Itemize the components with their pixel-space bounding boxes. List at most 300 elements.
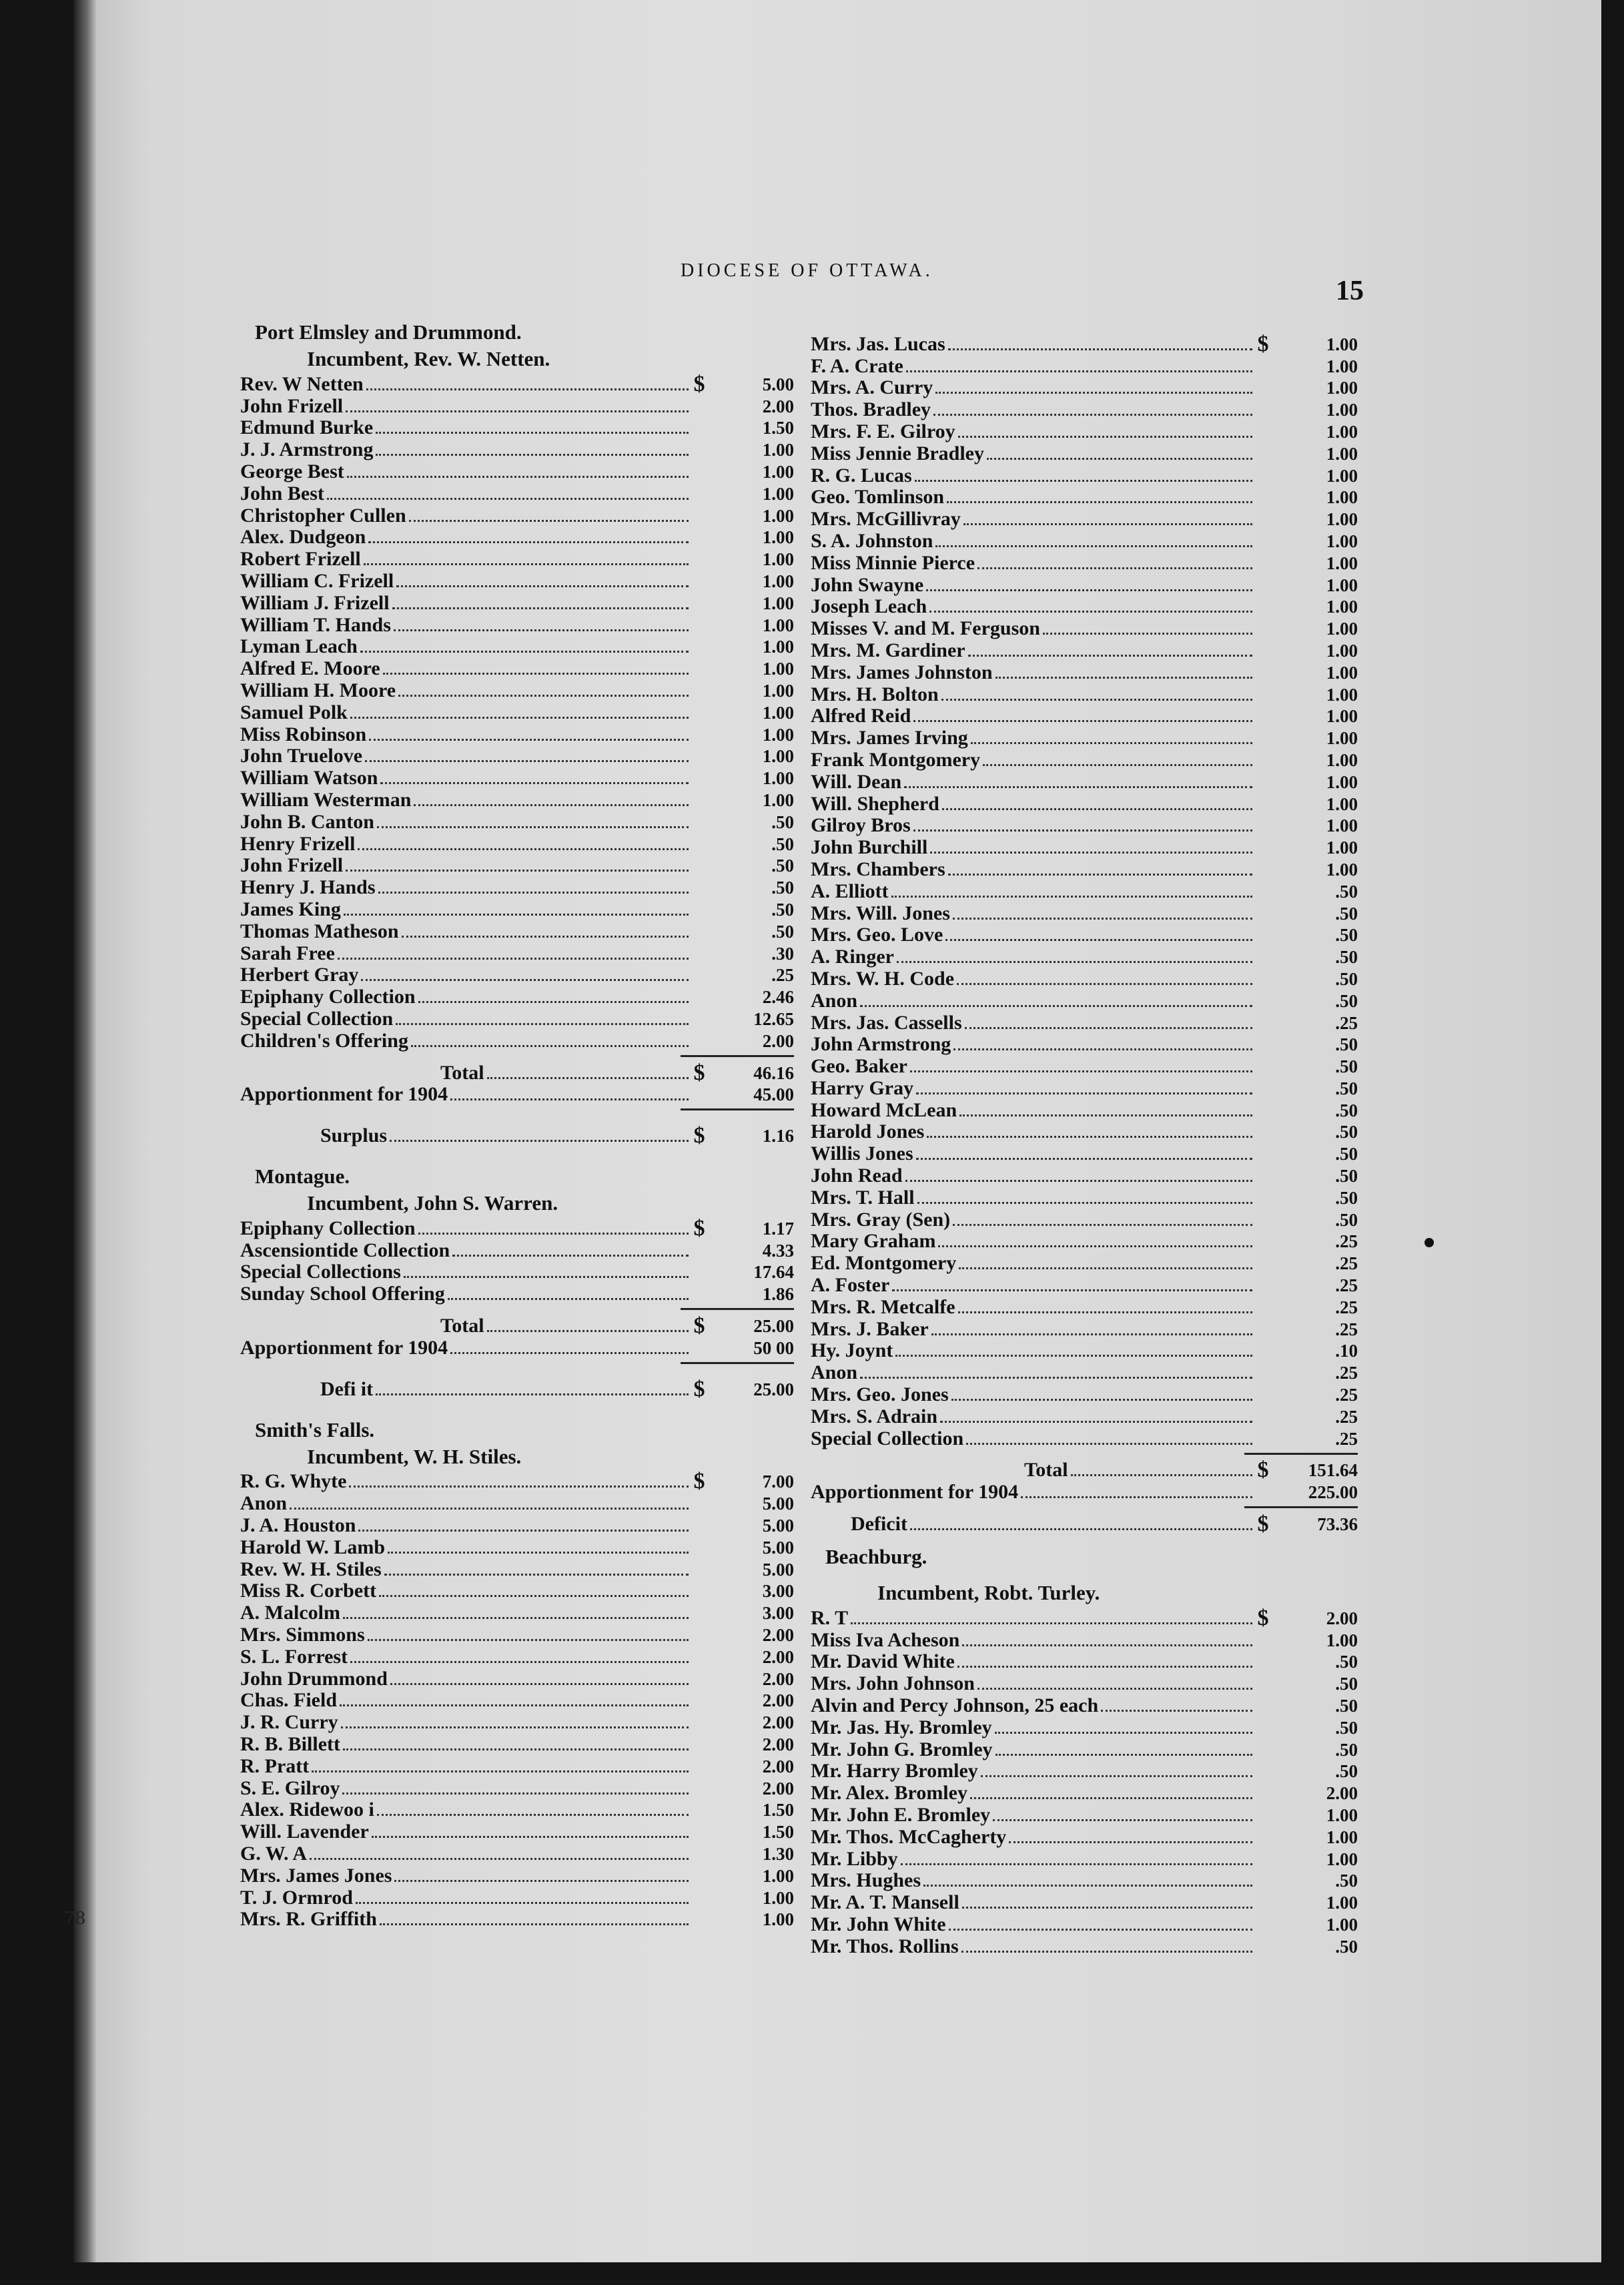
entry-amount: .50 bbox=[1335, 1674, 1358, 1694]
dot-leader bbox=[365, 760, 689, 762]
section-title: Beachburg. bbox=[825, 1545, 927, 1569]
entry-row bbox=[811, 1405, 1358, 1427]
entry-row bbox=[240, 1754, 794, 1776]
entry-row bbox=[811, 1628, 1358, 1650]
entry-row bbox=[240, 1217, 794, 1239]
currency-sign: $ bbox=[693, 371, 705, 396]
dot-leader bbox=[342, 1792, 689, 1794]
entry-amount: .50 bbox=[1335, 1056, 1358, 1077]
entry-name: Chas. Field bbox=[240, 1689, 338, 1712]
dot-leader bbox=[411, 1045, 689, 1047]
entry-row bbox=[811, 1054, 1358, 1076]
currency-sign: $ bbox=[693, 1469, 705, 1494]
entry-name: Apportionment for 1904 bbox=[240, 1083, 448, 1106]
entry-amount: 1.00 bbox=[1326, 443, 1358, 464]
entry-amount: .50 bbox=[1335, 947, 1358, 968]
entry-amount: 1.00 bbox=[1326, 465, 1358, 486]
left-column bbox=[240, 319, 794, 1929]
entry-row bbox=[811, 1694, 1358, 1716]
dot-leader bbox=[927, 1136, 1252, 1138]
entry-name: Mrs. J. Baker bbox=[811, 1317, 929, 1340]
entry-amount: 2.00 bbox=[1326, 1608, 1358, 1628]
entry-amount: .25 bbox=[771, 965, 794, 986]
entry-row bbox=[240, 569, 794, 591]
entry-name: Thomas Matheson bbox=[240, 920, 399, 942]
dot-leader bbox=[1043, 633, 1252, 635]
entry-amount: 1.00 bbox=[1326, 334, 1358, 354]
dot-leader bbox=[340, 1704, 689, 1706]
entry-amount: 25.00 bbox=[753, 1379, 794, 1399]
dot-leader bbox=[945, 939, 1252, 941]
entry-row bbox=[240, 701, 794, 723]
currency-sign: $ bbox=[1257, 331, 1269, 356]
dot-leader bbox=[935, 545, 1252, 547]
entry-amount: 1.00 bbox=[1326, 1849, 1358, 1869]
entry-amount: .50 bbox=[771, 878, 794, 898]
entry-row bbox=[240, 1282, 794, 1304]
dot-leader bbox=[356, 1902, 689, 1904]
entry-amount: 1.00 bbox=[762, 593, 794, 613]
entry-row bbox=[240, 1667, 794, 1689]
entry-name: Will. Lavender bbox=[240, 1821, 369, 1843]
dot-leader bbox=[977, 567, 1252, 569]
entry-name: Mr. Thos. Rollins bbox=[811, 1935, 959, 1957]
entry-amount: 1.00 bbox=[1326, 793, 1358, 814]
entry-amount: 1.00 bbox=[762, 680, 794, 701]
entry-name: Henry J. Hands bbox=[240, 876, 376, 899]
entry-row bbox=[240, 1623, 794, 1645]
entry-row bbox=[240, 1514, 794, 1536]
entry-row bbox=[811, 1076, 1358, 1098]
entry-row bbox=[811, 332, 1358, 354]
dot-leader bbox=[398, 695, 689, 697]
entry-row bbox=[811, 376, 1358, 398]
entry-row bbox=[811, 1781, 1358, 1803]
dot-leader bbox=[392, 607, 689, 609]
entry-name: Miss Jennie Bradley bbox=[811, 442, 984, 464]
entry-row bbox=[240, 723, 794, 745]
entry-name: Anon bbox=[811, 989, 858, 1012]
entry-name: Misses V. and M. Ferguson bbox=[811, 617, 1040, 640]
page-number: 15 bbox=[1336, 276, 1364, 306]
entry-amount: 1.00 bbox=[762, 1887, 794, 1908]
entry-name: Henry Frizell bbox=[240, 832, 356, 855]
entry-row bbox=[240, 920, 794, 942]
dot-leader bbox=[948, 348, 1252, 350]
dot-leader bbox=[995, 677, 1252, 679]
entry-row bbox=[811, 924, 1358, 946]
dot-leader bbox=[913, 830, 1252, 832]
entry-name: Special Collections bbox=[240, 1261, 401, 1283]
entry-amount: .50 bbox=[1335, 1187, 1358, 1208]
entry-amount: 4.33 bbox=[762, 1240, 794, 1261]
entry-row bbox=[240, 1558, 794, 1580]
dot-leader bbox=[372, 1836, 689, 1838]
dot-leader bbox=[953, 1224, 1252, 1226]
entry-name: Mrs. Chambers bbox=[811, 858, 945, 880]
entry-amount: 2.00 bbox=[1326, 1783, 1358, 1804]
entry-row bbox=[240, 1536, 794, 1558]
dot-leader bbox=[360, 651, 689, 653]
entry-amount: 1.86 bbox=[762, 1284, 794, 1305]
entry-amount: 1.50 bbox=[762, 1800, 794, 1821]
entry-name: Howard McLean bbox=[811, 1098, 957, 1121]
entry-name: Harold Jones bbox=[811, 1120, 925, 1143]
dot-leader bbox=[452, 1255, 689, 1257]
entry-name: William H. Moore bbox=[240, 679, 396, 701]
incumbent-line: Incumbent, John S. Warren. bbox=[307, 1191, 558, 1215]
dot-leader bbox=[368, 541, 689, 543]
incumbent-line: Incumbent, Robt. Turley. bbox=[877, 1581, 1100, 1605]
entry-amount: 1.00 bbox=[1326, 421, 1358, 442]
dot-leader bbox=[450, 1352, 689, 1354]
entry-row bbox=[240, 591, 794, 613]
dot-leader bbox=[378, 892, 689, 894]
entry-row bbox=[811, 1361, 1358, 1383]
entry-name: Anon bbox=[240, 1492, 288, 1515]
dot-leader bbox=[860, 1005, 1252, 1007]
entry-name: Mrs. A. Curry bbox=[811, 376, 933, 399]
dot-leader bbox=[910, 1070, 1252, 1072]
entry-amount: .50 bbox=[1335, 990, 1358, 1011]
entry-name: Apportionment for 1904 bbox=[811, 1481, 1019, 1504]
dot-leader bbox=[957, 983, 1252, 985]
entry-row bbox=[240, 1799, 794, 1821]
currency-sign: $ bbox=[1257, 1512, 1269, 1537]
entry-name: William T. Hands bbox=[240, 613, 391, 636]
entry-row bbox=[811, 442, 1358, 464]
entry-name: Robert Frizell bbox=[240, 548, 361, 571]
entry-row bbox=[240, 788, 794, 810]
dot-leader bbox=[1101, 1710, 1252, 1712]
entry-row bbox=[240, 1261, 794, 1283]
entry-amount: 45.00 bbox=[753, 1084, 794, 1105]
entry-row bbox=[811, 486, 1358, 508]
entry-row bbox=[811, 507, 1358, 529]
dot-leader bbox=[940, 1421, 1252, 1423]
dot-leader bbox=[916, 1158, 1252, 1160]
entry-name: Surplus bbox=[320, 1124, 388, 1147]
entry-row bbox=[240, 1820, 794, 1842]
entry-name: R. B. Billett bbox=[240, 1733, 340, 1756]
entry-name: Mrs. Simmons bbox=[240, 1624, 365, 1646]
entry-row bbox=[811, 1760, 1358, 1782]
entry-name: S. E. Gilroy bbox=[240, 1776, 340, 1799]
entry-row bbox=[240, 832, 794, 854]
entry-amount: 2.00 bbox=[762, 1756, 794, 1776]
dot-leader bbox=[965, 1027, 1252, 1029]
entry-row bbox=[240, 1645, 794, 1667]
dot-leader bbox=[450, 1098, 689, 1100]
entry-name: Alfred Reid bbox=[811, 705, 911, 727]
dot-leader bbox=[961, 1951, 1252, 1953]
entry-row bbox=[240, 1732, 794, 1754]
small-gap bbox=[240, 1114, 794, 1124]
entry-name: Total bbox=[440, 1061, 484, 1084]
entry-amount: 1.00 bbox=[1326, 575, 1358, 595]
dot-leader bbox=[394, 1880, 689, 1882]
entry-name: Mrs. F. E. Gilroy bbox=[811, 420, 955, 442]
dot-leader bbox=[933, 414, 1252, 416]
dot-leader bbox=[904, 786, 1252, 788]
entry-row bbox=[811, 989, 1358, 1011]
dot-leader bbox=[383, 673, 689, 675]
entry-row bbox=[811, 705, 1358, 727]
entry-row bbox=[240, 482, 794, 504]
entry-amount: 2.00 bbox=[762, 1734, 794, 1755]
entry-name: Mrs. McGillivray bbox=[811, 508, 961, 531]
entry-amount: 1.00 bbox=[1326, 706, 1358, 727]
entry-amount: 1.00 bbox=[762, 571, 794, 591]
entry-amount: 2.00 bbox=[762, 1690, 794, 1711]
entry-row bbox=[240, 964, 794, 986]
entry-row bbox=[811, 1716, 1358, 1738]
entry-row bbox=[811, 354, 1358, 376]
entry-row bbox=[240, 679, 794, 701]
dot-leader bbox=[963, 523, 1252, 525]
entry-name: Lyman Leach bbox=[240, 635, 358, 658]
entry-amount: .10 bbox=[1335, 1341, 1358, 1361]
entry-name: F. A. Crate bbox=[811, 354, 903, 377]
dot-leader bbox=[942, 808, 1252, 810]
entry-name: R. Pratt bbox=[240, 1754, 310, 1777]
dot-leader bbox=[290, 1508, 689, 1510]
dot-leader bbox=[380, 782, 689, 784]
entry-row bbox=[240, 657, 794, 679]
entry-amount: 1.50 bbox=[762, 1822, 794, 1843]
entry-name: Mrs. James Johnston bbox=[811, 661, 993, 683]
entry-row bbox=[811, 1803, 1358, 1825]
entry-row bbox=[811, 1427, 1358, 1449]
dot-leader bbox=[338, 958, 689, 960]
entry-row bbox=[811, 814, 1358, 836]
sum-rule bbox=[681, 1108, 794, 1110]
dot-leader bbox=[396, 585, 689, 587]
dot-leader bbox=[377, 826, 689, 828]
entry-row bbox=[811, 573, 1358, 595]
entry-row bbox=[811, 661, 1358, 683]
entry-row bbox=[811, 1339, 1358, 1361]
entry-amount: 1.00 bbox=[1326, 487, 1358, 508]
entry-amount: .50 bbox=[1335, 1761, 1358, 1782]
dot-leader bbox=[376, 432, 689, 434]
entry-name: Mr. Alex. Bromley bbox=[811, 1782, 967, 1805]
entry-name: John Best bbox=[240, 482, 324, 505]
entry-row bbox=[240, 985, 794, 1007]
entry-amount: 5.00 bbox=[762, 1537, 794, 1558]
dot-leader bbox=[343, 1617, 689, 1619]
total-row bbox=[240, 1061, 794, 1083]
entry-amount: .50 bbox=[1335, 968, 1358, 989]
entry-amount: 2.00 bbox=[762, 1778, 794, 1799]
currency-sign: $ bbox=[693, 1313, 705, 1339]
entry-row bbox=[240, 504, 794, 526]
dot-leader bbox=[931, 1333, 1252, 1335]
entry-amount: .50 bbox=[771, 856, 794, 876]
dot-leader bbox=[418, 1233, 689, 1235]
entry-amount: 5.00 bbox=[762, 1516, 794, 1536]
dot-leader bbox=[358, 848, 689, 850]
small-gap bbox=[811, 1534, 1358, 1544]
dot-leader bbox=[923, 1885, 1252, 1887]
entry-amount: 1.00 bbox=[1326, 640, 1358, 661]
entry-amount: 1.00 bbox=[762, 702, 794, 723]
entry-amount: .25 bbox=[1335, 1231, 1358, 1252]
dot-leader bbox=[448, 1298, 689, 1300]
dot-leader bbox=[487, 1330, 689, 1332]
entry-row bbox=[811, 1738, 1358, 1760]
entry-name: A. Malcolm bbox=[240, 1602, 340, 1624]
entry-amount: 1.00 bbox=[762, 440, 794, 460]
entry-name: Edmund Burke bbox=[240, 416, 374, 439]
entry-name: Miss Iva Acheson bbox=[811, 1628, 960, 1651]
entry-row bbox=[240, 394, 794, 416]
dot-leader bbox=[971, 742, 1252, 744]
dot-leader bbox=[935, 392, 1252, 394]
entry-name: Mrs. James Jones bbox=[240, 1864, 392, 1887]
entry-name: Miss R. Corbett bbox=[240, 1580, 377, 1602]
entry-amount: 1.00 bbox=[762, 527, 794, 548]
dot-leader bbox=[384, 1574, 689, 1576]
dot-leader bbox=[388, 1552, 689, 1554]
dot-leader bbox=[958, 436, 1252, 438]
entry-amount: .25 bbox=[1335, 1385, 1358, 1405]
dot-leader bbox=[917, 1202, 1252, 1204]
entry-row bbox=[240, 547, 794, 569]
small-gap bbox=[811, 1570, 1358, 1580]
entry-name: Miss Minnie Pierce bbox=[811, 551, 975, 574]
entry-amount: 46.16 bbox=[753, 1062, 794, 1083]
entry-name: R. G. Lucas bbox=[811, 464, 912, 486]
incumbent-line: Incumbent, W. H. Stiles. bbox=[307, 1444, 522, 1468]
incumbent-line: Incumbent, Rev. W. Netten. bbox=[307, 347, 550, 370]
entry-amount: 1.00 bbox=[762, 1865, 794, 1886]
entry-row bbox=[811, 1033, 1358, 1055]
entry-name: A. Ringer bbox=[811, 946, 894, 968]
entry-amount: 5.00 bbox=[762, 1494, 794, 1514]
dot-leader bbox=[993, 1819, 1252, 1821]
dot-leader bbox=[957, 1666, 1252, 1668]
dot-leader bbox=[368, 1639, 689, 1641]
entry-row bbox=[811, 1935, 1358, 1957]
entry-amount: .25 bbox=[1335, 1319, 1358, 1339]
entry-amount: .50 bbox=[771, 921, 794, 942]
entry-row bbox=[811, 726, 1358, 748]
dot-leader bbox=[983, 764, 1252, 766]
entry-amount: 3.00 bbox=[762, 1603, 794, 1624]
entry-amount: 1.00 bbox=[1326, 619, 1358, 639]
entry-row bbox=[240, 898, 794, 920]
entry-amount: 1.00 bbox=[1326, 815, 1358, 836]
entry-row bbox=[811, 748, 1358, 770]
entry-amount: .50 bbox=[1335, 1209, 1358, 1230]
dot-leader bbox=[941, 699, 1252, 701]
entry-amount: 1.00 bbox=[1326, 531, 1358, 551]
entry-row bbox=[240, 1492, 794, 1514]
entry-amount: 1.00 bbox=[1326, 553, 1358, 573]
entry-amount: .25 bbox=[1335, 1275, 1358, 1296]
entry-name: T. J. Ormrod bbox=[240, 1886, 353, 1909]
entry-row bbox=[240, 1007, 794, 1029]
page-header: DIOCESE OF OTTAWA. bbox=[681, 260, 933, 281]
entry-amount: 151.64 bbox=[1308, 1460, 1358, 1481]
entry-name: Mrs. H. Bolton bbox=[811, 683, 939, 705]
entry-amount: 2.00 bbox=[762, 1646, 794, 1667]
entry-row bbox=[811, 858, 1358, 880]
entry-row bbox=[240, 1842, 794, 1864]
entry-name: Geo. Baker bbox=[811, 1055, 907, 1078]
currency-sign: $ bbox=[693, 1215, 705, 1241]
apportionment-row bbox=[811, 1480, 1358, 1502]
entry-amount: 1.00 bbox=[1326, 1630, 1358, 1650]
entry-amount: .50 bbox=[771, 811, 794, 832]
entry-name: Mr. John E. Bromley bbox=[811, 1804, 991, 1826]
apportionment-row bbox=[240, 1336, 794, 1358]
entry-amount: .30 bbox=[771, 943, 794, 964]
entry-name: G. W. A bbox=[240, 1843, 308, 1865]
entry-amount: 225.00 bbox=[1308, 1482, 1358, 1503]
dot-leader bbox=[390, 1140, 689, 1142]
entry-amount: 1.00 bbox=[762, 637, 794, 657]
entry-amount: 2.00 bbox=[762, 1668, 794, 1689]
entry-name: Mrs. T. Hall bbox=[811, 1186, 915, 1209]
entry-row bbox=[240, 372, 794, 394]
entry-row bbox=[240, 1470, 794, 1492]
entry-name: Will. Dean bbox=[811, 770, 902, 793]
entry-amount: .25 bbox=[1335, 1012, 1358, 1033]
dot-leader bbox=[487, 1077, 689, 1079]
entry-name: Mrs. Jas. Cassells bbox=[811, 1011, 962, 1034]
entry-amount: .50 bbox=[1335, 1100, 1358, 1120]
dot-leader bbox=[390, 1683, 689, 1685]
entry-amount: .50 bbox=[1335, 1166, 1358, 1187]
entry-row bbox=[240, 854, 794, 876]
entry-row bbox=[811, 1142, 1358, 1164]
entry-row bbox=[240, 635, 794, 657]
dot-leader bbox=[995, 1754, 1252, 1756]
entry-name: Mrs. James Irving bbox=[811, 727, 968, 749]
sum-rule bbox=[681, 1055, 794, 1057]
dot-leader bbox=[860, 1377, 1252, 1379]
entry-row bbox=[811, 1208, 1358, 1230]
dot-leader bbox=[851, 1622, 1252, 1624]
entry-name: A. Foster bbox=[811, 1274, 890, 1297]
entry-amount: .50 bbox=[1335, 925, 1358, 946]
entry-row bbox=[811, 1251, 1358, 1273]
entry-name: Mrs. W. H. Code bbox=[811, 967, 955, 990]
entry-name: Mrs. John Johnson bbox=[811, 1672, 975, 1695]
entry-name: S. A. Johnston bbox=[811, 529, 933, 552]
entry-name: Mrs. R. Griffith bbox=[240, 1908, 377, 1931]
entry-amount: 7.00 bbox=[762, 1472, 794, 1492]
entry-row bbox=[811, 398, 1358, 420]
currency-sign: $ bbox=[693, 1060, 705, 1085]
entry-row bbox=[811, 1913, 1358, 1935]
entry-amount: 2.00 bbox=[762, 1712, 794, 1733]
entry-name: Mr. Harry Bromley bbox=[811, 1760, 978, 1782]
dot-leader bbox=[379, 1595, 689, 1597]
entry-row bbox=[240, 416, 794, 438]
entry-amount: .25 bbox=[1335, 1297, 1358, 1317]
entry-name: Mr. Thos. McCagherty bbox=[811, 1825, 1007, 1848]
entry-amount: 1.00 bbox=[1326, 662, 1358, 683]
entry-row bbox=[811, 529, 1358, 551]
entry-amount: .25 bbox=[1335, 1428, 1358, 1449]
dot-leader bbox=[892, 1289, 1252, 1291]
small-gap bbox=[240, 1368, 794, 1377]
entry-name: Mary Graham bbox=[811, 1230, 936, 1253]
dot-leader bbox=[995, 1732, 1252, 1734]
